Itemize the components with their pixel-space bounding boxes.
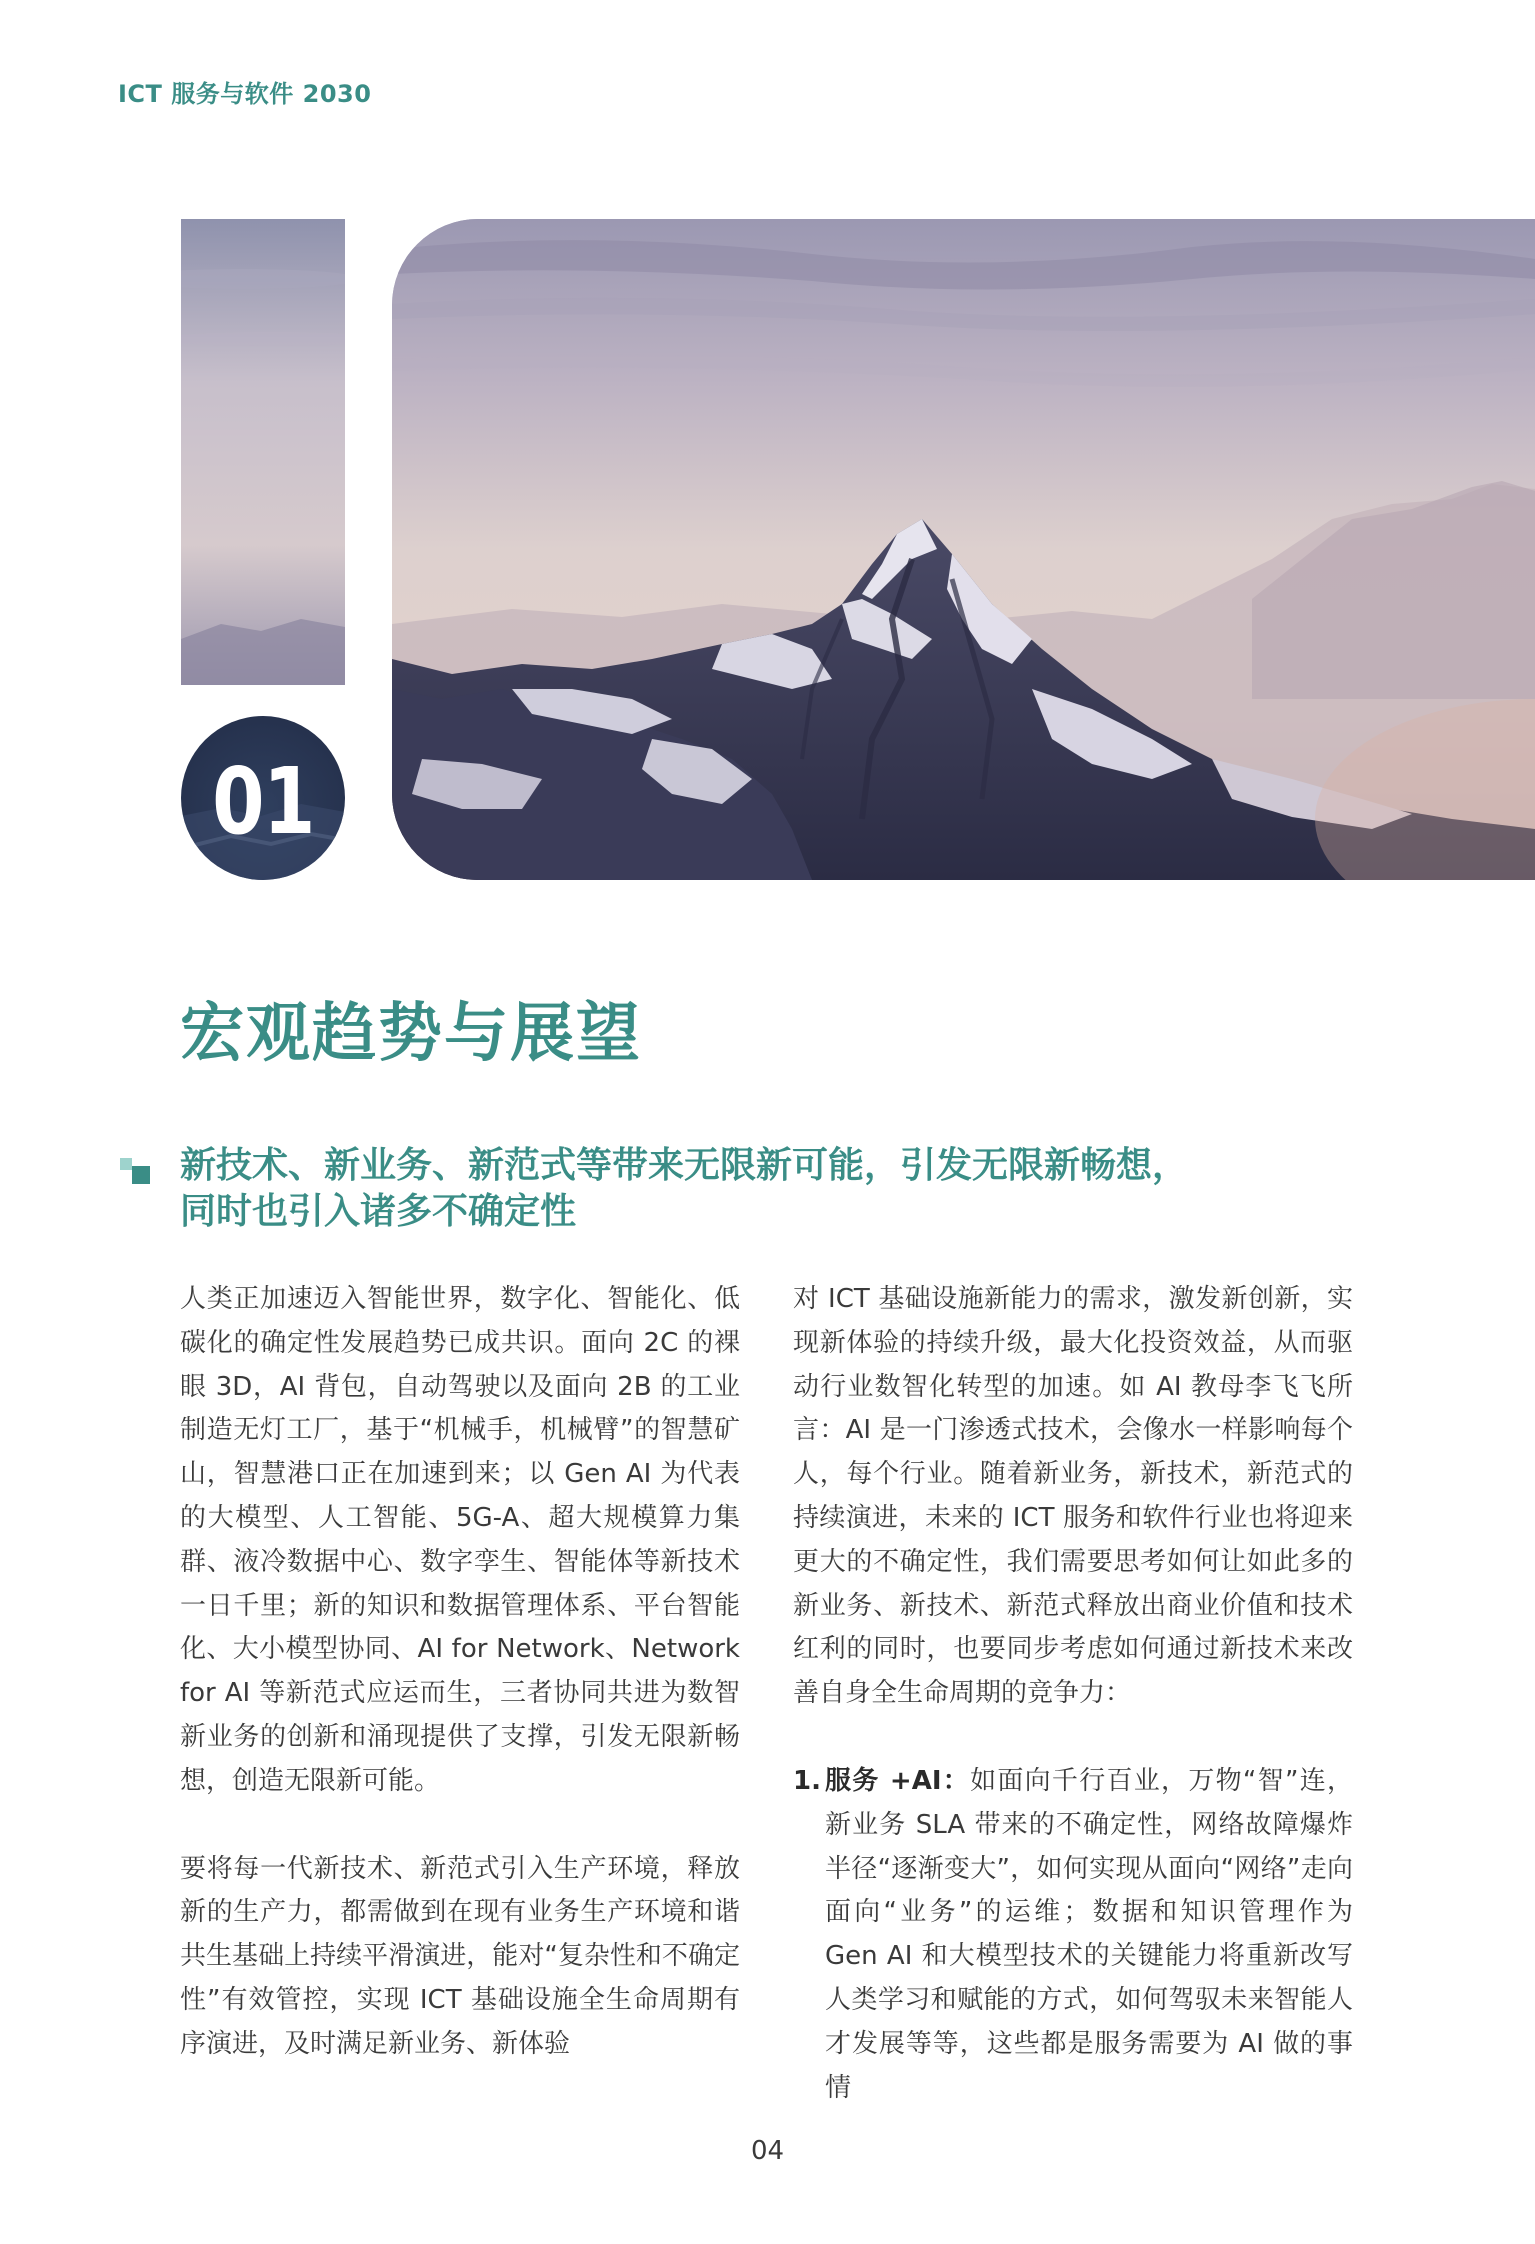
header-title: ICT 服务与软件 2030 [118, 80, 372, 108]
body-paragraph: 人类正加速迈入智能世界，数字化、智能化、低碳化的确定性发展趋势已成共识。面向 2C 的裸眼 3D，AI 背包，自动驾驶以及面向 2B 的工业制造无灯工厂，基于“机械手，机械臂”的智慧矿山，智慧港口正在加速到来；以 Gen AI 为代表的大模型、人工智能、5G-A、超大规模算力集群、液冷数据中心、数字孪生、智能体等新技术一日千里；新的知识和数据管理体系、平台智能化、大小模型协同、AI for Network、Network for AI 等新范式应运而生，三者协同共进为数智新业务的创新和涌现提供了支撑，引发无限新畅想，创造无限新可能。 [180, 1284, 740, 1796]
page-number: 04 [750, 2136, 785, 2166]
subheading-square-icon [120, 1158, 150, 1184]
hero-strip-image [181, 219, 345, 685]
chapter-number: 01 [212, 748, 314, 855]
list-item-number: 1. [793, 1765, 821, 1796]
body-paragraph: 对 ICT 基础设施新能力的需求，激发新创新，实现新体验的持续升级，最大化投资效益，从而驱动行业数智化转型的加速。如 AI 教母李飞飞所言：AI 是一门渗透式技术，会像水一样影响每个人，每个行业。随着新业务，新技术，新范式的持续演进，未来的 ICT 服务和软件行业也将迎来更大的不确定性，我们需要思考如何让如此多的新业务、新技术、新范式释放出商业价值和技术红利的同时，也要同步考虑如何通过新技术来改善自身全生命周期的竞争力： [793, 1284, 1353, 1709]
body-column-right [793, 1278, 1353, 2110]
chapter-number-badge [181, 716, 345, 880]
body-paragraph: 要将每一代新技术、新范式引入生产环境，释放新的生产力，都需做到在现有业务生产环境和谐共生基础上持续平滑演进，能对“复杂性和不确定性”有效管控，实现 ICT 基础设施全生命周期有序演进，及时满足新业务、新体验 [180, 1853, 740, 2059]
subheading-line-1: 新技术、新业务、新范式等带来无限新可能，引发无限新畅想， [180, 1145, 1189, 1186]
body-column-left [180, 1278, 740, 2067]
hero-mountain-image [392, 219, 1535, 880]
subheading-line-2: 同时也引入诸多不确定性 [180, 1191, 577, 1232]
list-item [793, 1760, 1353, 2110]
list-item-label: 服务 +AI： [825, 1765, 971, 1796]
subheading [180, 1143, 1380, 1235]
list-item-text: 如面向千行百业，万物“智”连，新业务 SLA 带来的不确定性，网络故障爆炸半径“逐渐变大”，如何实现从面向“网络”走向面向“业务”的运维；数据和知识管理作为 Gen AI 和大模型技术的关键能力将重新改写人类学习和赋能的方式，如何驾驭未来智能人才发展等等，这些都是服务需要为 AI 做的事情 [825, 1765, 1353, 2103]
mountain-landscape-illustration [392, 219, 1535, 880]
section-title: 宏观趋势与展望 [180, 997, 642, 1071]
strip-sky-illustration [181, 219, 345, 685]
